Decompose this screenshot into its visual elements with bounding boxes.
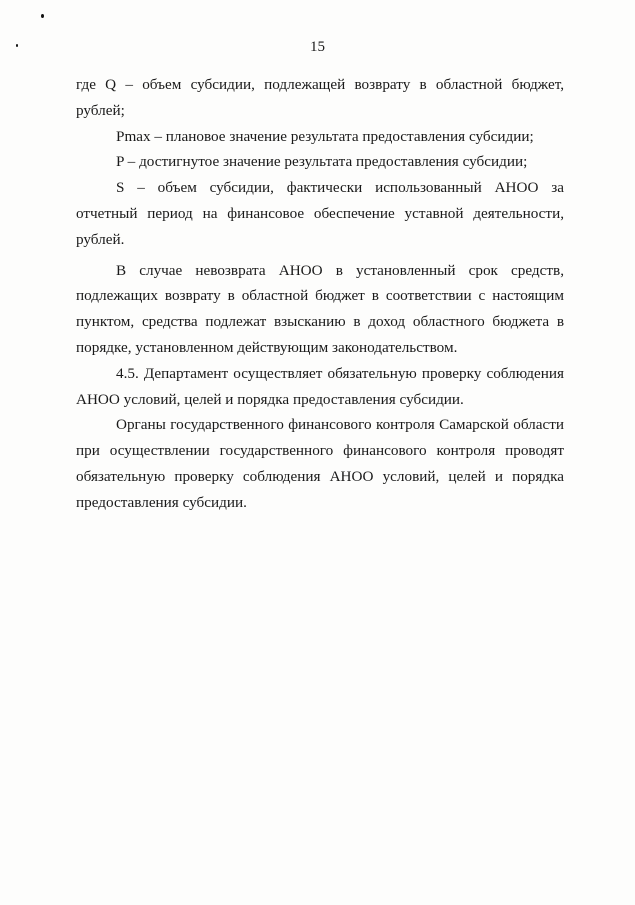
- formula-definition-q: где Q – объем субсидии, подлежащей возврату в областной бюджет, рублей;: [76, 76, 564, 119]
- document-body: [76, 72, 564, 516]
- formula-definition-pmax: Pmax – плановое значение результата предоставления субсидии;: [116, 127, 534, 145]
- formula-definition-p: P – достигнутое значение результата предоставления субсидии;: [116, 153, 528, 171]
- paragraph-non-return: В случае невозврата АНОО в установленный срок средств, подлежащих возврату в областной бюджет в соответствии с настоящим пунктом, средства подлежат взысканию в доход областного бюджета в порядке, установленном действующим законодательством.: [76, 261, 564, 356]
- formula-definition-s: S – объем субсидии, фактически использованный АНОО за отчетный период на финансовое обеспечение уставной деятельности, рублей.: [76, 179, 564, 248]
- paragraph-control-bodies: Органы государственного финансового контроля Самарской области при осуществлении государственного финансового контроля проводят обязательную проверку соблюдения АНОО условий, целей и порядка предоставления субсидии.: [76, 416, 564, 511]
- paragraph-4-5: 4.5. Департамент осуществляет обязательную проверку соблюдения АНОО условий, целей и порядка предоставления субсидии.: [76, 364, 564, 408]
- page-number: 15: [310, 39, 325, 55]
- scan-speck: [41, 14, 44, 18]
